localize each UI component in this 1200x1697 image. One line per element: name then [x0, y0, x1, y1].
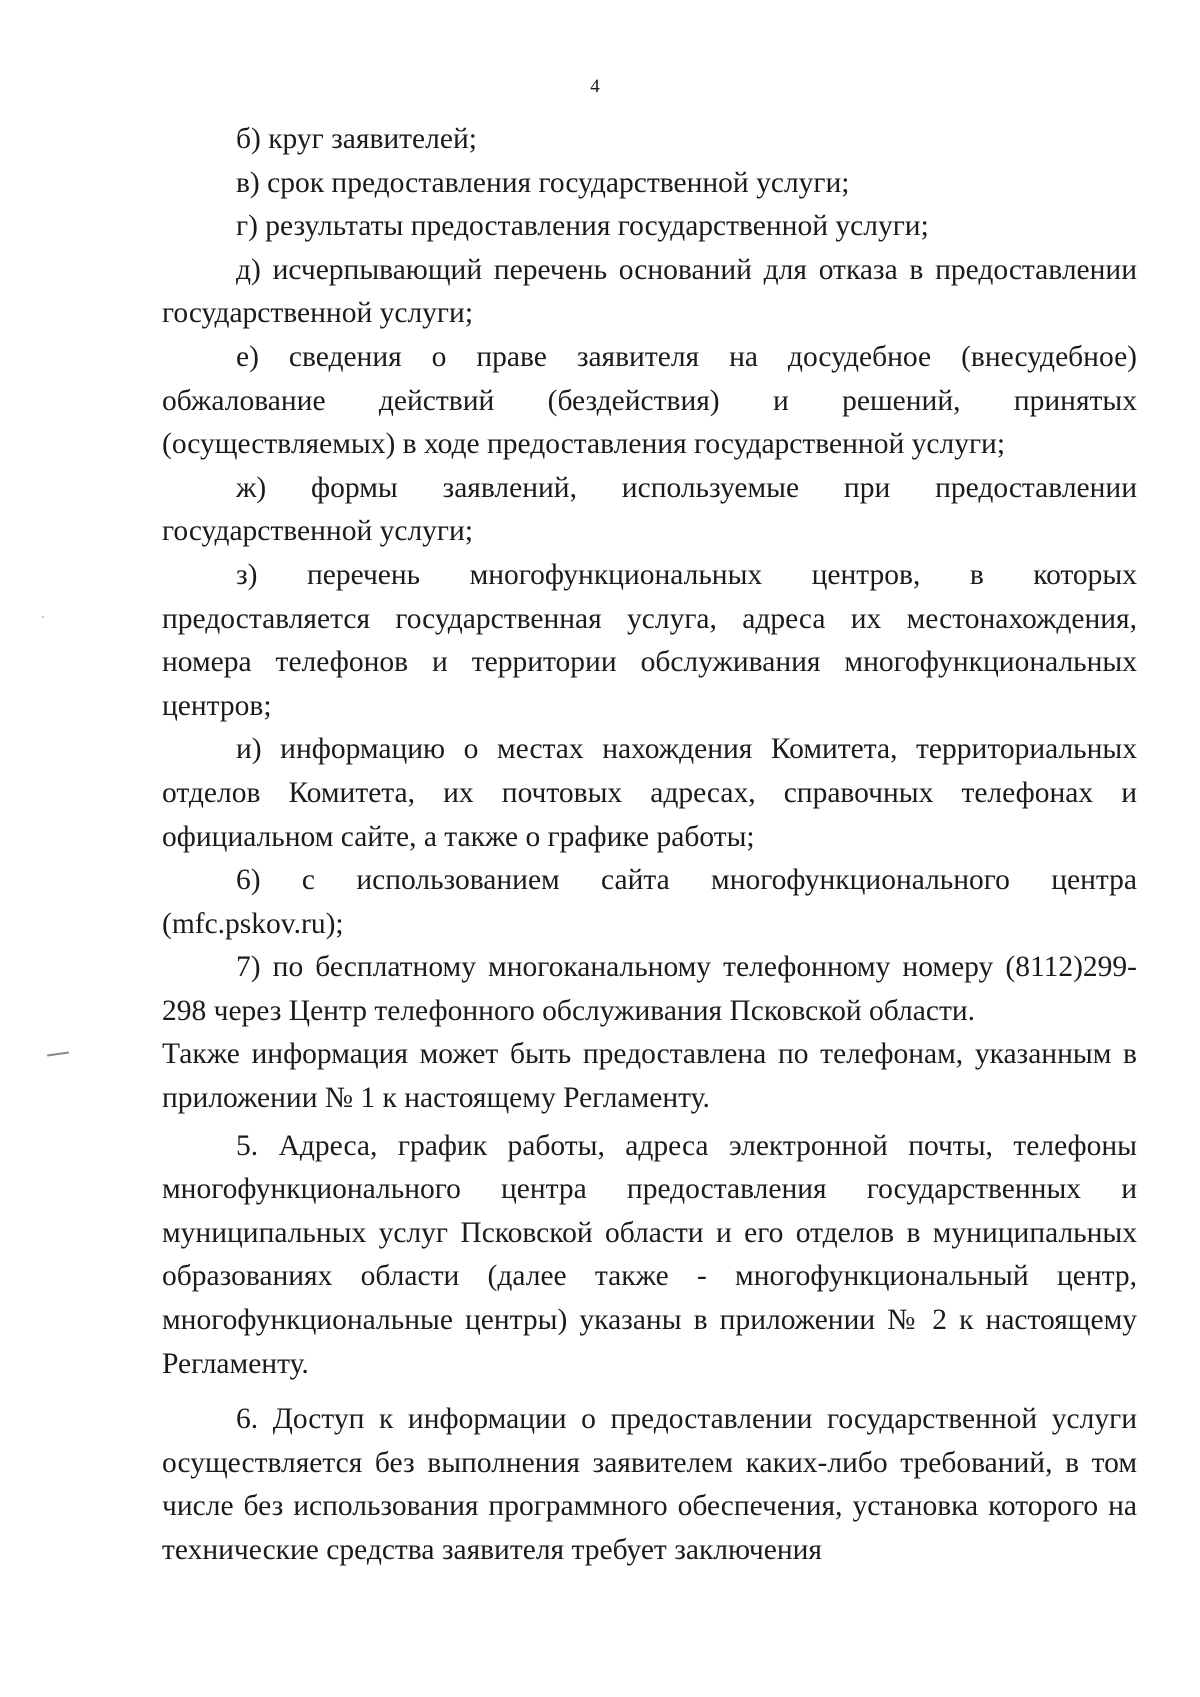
paragraph-phones-note: Также информация может быть предоставлена по телефонам, указанным в приложении № 1 к настоящему Регламенту.: [162, 1038, 1137, 1115]
paragraph-7: 7) по бесплатному многоканальному телефонному номеру (8112)299-298 через Центр телефонного обслуживания Псковской области.: [162, 951, 1137, 1027]
page-number: 4: [590, 76, 600, 97]
paragraph-v: в) срок предоставления государственной услуги;: [236, 166, 850, 199]
paragraph-section-5: 5. Адреса, график работы, адреса электронной почты, телефоны многофункционального центра предоставления государственных и муниципальных услуг Псковской области и его отделов в муниципальных образованиях области (далее также - многофункциональный центр, многофункциональные центры) указаны в приложении № 2 к настоящему Регламенту.: [162, 1129, 1137, 1380]
paragraph-e: е) сведения о праве заявителя на досудебное (внесудебное) обжалование действий (бездействия) и решений, принятых (осуществляемых) в ходе предоставления государственной услуги;: [162, 340, 1137, 461]
paragraph-6: 6) с использованием сайта многофункционального центра (mfc.pskov.ru);: [162, 864, 1137, 940]
scan-artifact-mark: [47, 1051, 69, 1056]
paragraph-section-6: 6. Доступ к информации о предоставлении государственной услуги осуществляется без выполнения заявителем каких-либо требований, в том числе без использования программного обеспечения, установка которого на технические средства заявителя требует заключения: [162, 1403, 1137, 1566]
paragraph-z: з) перечень многофункциональных центров, в которых предоставляется государственная услуга, адреса их местонахождения, номера телефонов и территории обслуживания многофункциональных центров;: [162, 558, 1137, 722]
paragraph-zh: ж) формы заявлений, используемые при предоставлении государственной услуги;: [162, 471, 1137, 548]
paragraph-g: г) результаты предоставления государственной услуги;: [236, 210, 929, 243]
paragraph-i: и) информацию о местах нахождения Комитета, территориальных отделов Комитета, их почтовых адресах, справочных телефонах и официальном сайте, а также о графике работы;: [162, 733, 1137, 853]
document-body: [162, 118, 1137, 1573]
scan-artifact-speck: [42, 616, 44, 618]
paragraph-d: д) исчерпывающий перечень оснований для отказа в предоставлении государственной услуги;: [162, 253, 1137, 330]
paragraph-b: б) круг заявителей;: [236, 123, 477, 155]
